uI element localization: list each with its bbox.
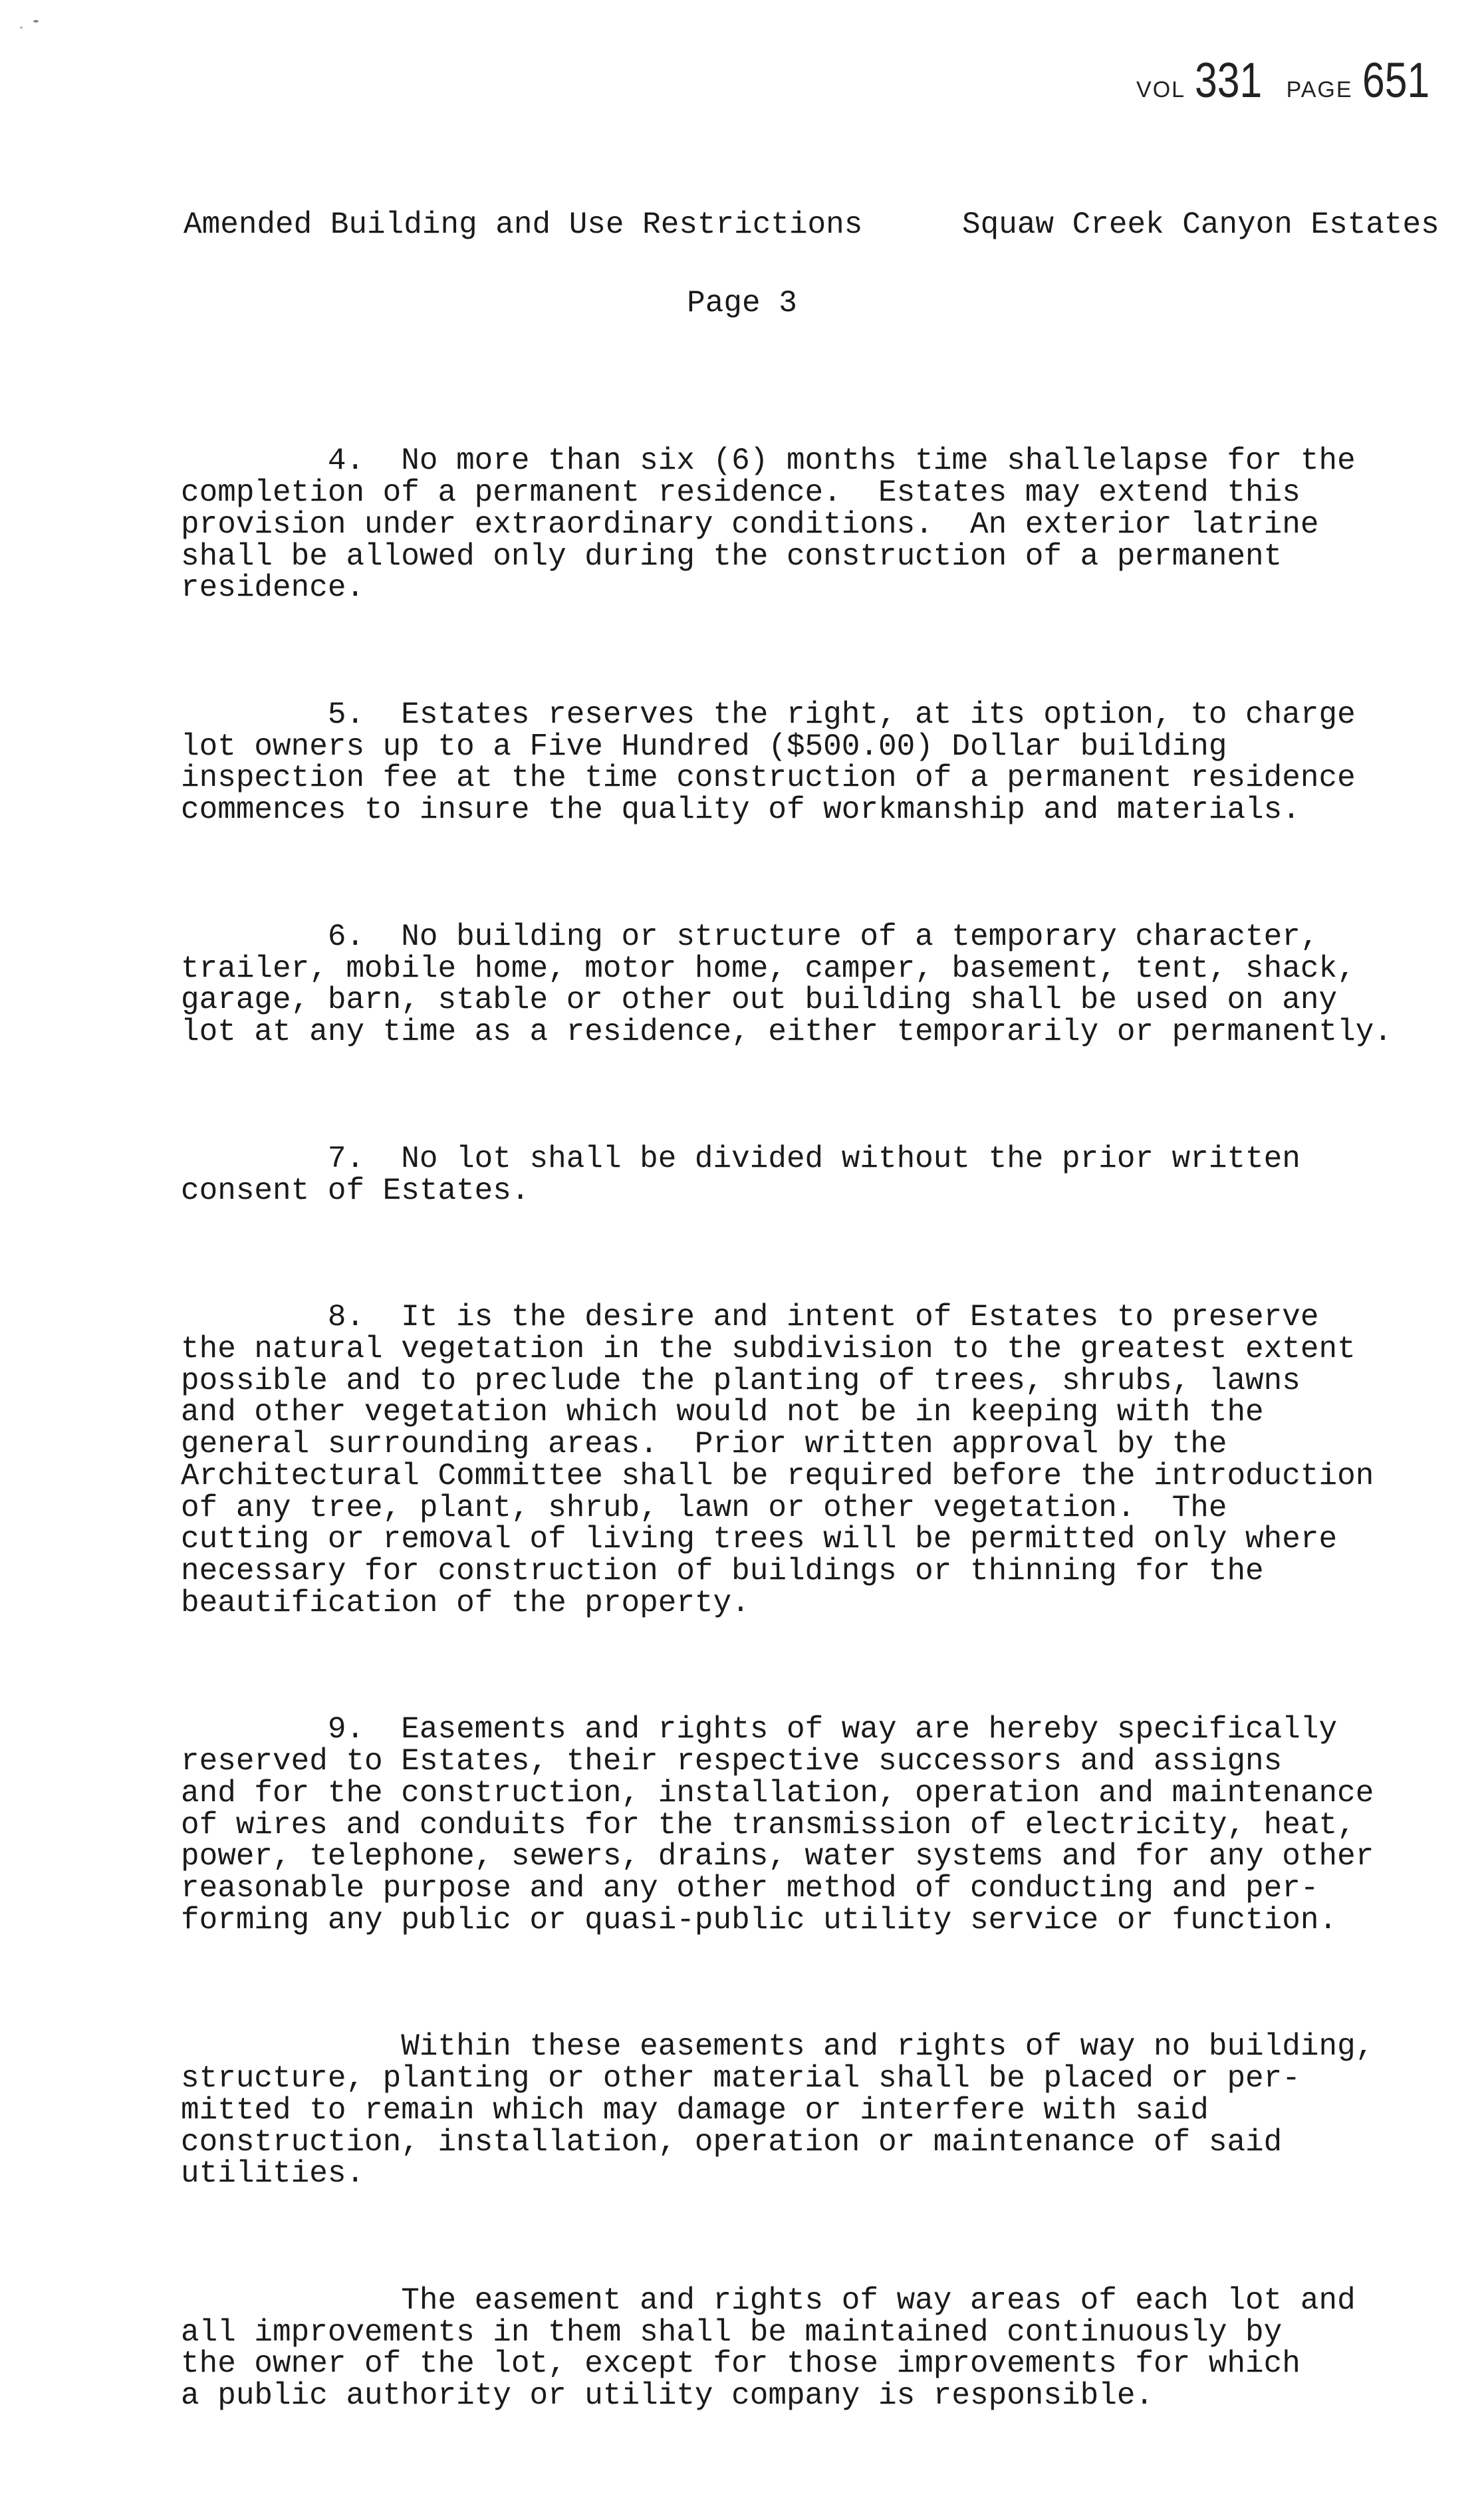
stamp-page-number: 651 — [1362, 53, 1429, 108]
paragraph-7: 7. No lot shall be divided without the prior written consent of Estates. — [181, 1141, 1300, 1208]
stamp-vol-number: 331 — [1195, 53, 1263, 108]
paragraph-8: 8. It is the desire and intent of Estates to preserve the natural vegetation in the subdivision to the greatest extent possible and to preclude the planting of trees, shrubs, lawns and other vegetation which would not be in keeping with the general surrounding areas. Prior written approval by the Architectural Committee shall be required before the introduction of any tree, plant, shrub, lawn or other vegetation. The cutting or removal of living trees will be permitted only where necessary for construction of buildings or thinning for the beautification of the property. — [181, 1300, 1374, 1620]
paragraph-5: 5. Estates reserves the right, at its option, to charge lot owners up to a Five Hundred ($500.00) Dollar building inspection fee at the time construction of a permanent residence commences to insure the quality of workmanship and materials. — [181, 697, 1356, 828]
scan-smudge — [33, 20, 39, 23]
paragraph-9-easement-restrictions: Within these easements and rights of way no building, structure, planting or other material shall be placed or per- mitted to remain which may damage or interfere with said construction, installation, operation or maintenance of said utilities. — [181, 2029, 1374, 2192]
stamp-vol-label: VOL — [1136, 77, 1186, 102]
paragraph-6: 6. No building or structure of a temporary character, trailer, mobile home, motor home, camper, basement, tent, shack, garage, barn, stable or other out building shall be used on any lot at any time as a residence, either temporarily or permanently. — [181, 919, 1392, 1050]
document-body — [181, 382, 1471, 2507]
paragraph-9: 9. Easements and rights of way are hereby specifically reserved to Estates, their respective successors and assigns and for the construction, installation, operation and maintenance of wires and conduits for the transmission of electricity, heat, power, telephone, sewers, drains, water systems and for any other reasonable purpose and any other method of conducting and per- forming any public or quasi-public utility service or function. — [181, 1712, 1374, 1938]
document-title: Amended Building and Use Restrictions — [184, 207, 863, 242]
recording-stamp — [1136, 52, 1444, 108]
paragraph-9-maintenance: The easement and rights of way areas of each lot and all improvements in them shall be maintained continuously by the owner of the lot, except for those improvements for which a public authority or utility company is responsible. — [181, 2283, 1356, 2414]
scan-smudge — [20, 27, 23, 29]
subdivision-name: Squaw Creek Canyon Estates — [962, 207, 1439, 242]
paragraph-4: 4. No more than six (6) months time shallelapse for the completion of a permanent residence. Estates may extend this provision under extraordinary conditions. An exterior latrine shall be allowed only during the construction of a permanent residence. — [181, 443, 1356, 606]
page-number: Page 3 — [687, 286, 797, 320]
stamp-page-label: PAGE — [1286, 77, 1353, 102]
